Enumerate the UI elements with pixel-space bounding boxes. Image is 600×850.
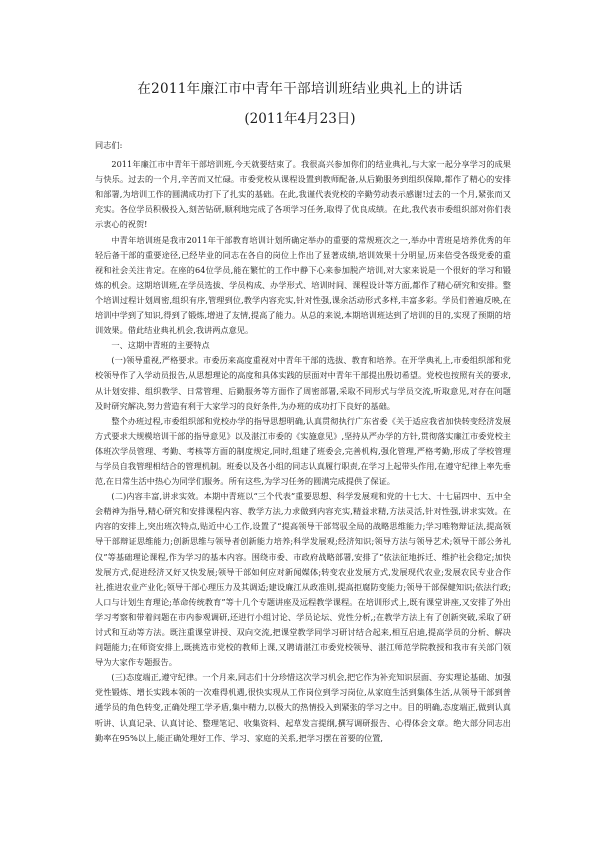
section-heading: 一、这期中青班的主要特点: [111, 340, 210, 351]
paragraph: 整个办班过程,市委组织部和党校办学的指导思想明确,认真贯彻执行广东省委《关于适应我省加快转变经济发展方式要求大规模培训干部的指导意见》以及湛江市委的《实施意见》,坚持从严办学的方针,贯彻落实廉江市委党校主体班次学员管理、考勤、考核等方面的制度规定,同时,组建了班委会,完善机构,强化管理,严格考勤,形成了学校管理与学员自我管理相结合的管理机制。班委以及各小组的同志认真履行职责,在学习上起带头作用,在遵守纪律上率先垂范,在日常生活中热心为同学们服务。所有这些,为学习任务的圆满完成提供了保证。: [95, 415, 511, 487]
paragraph: 2011年廉江市中青年干部培训班,今天就要结束了。我很高兴参加你们的结业典礼,与大家一起分享学习的成果与快乐。过去的一个月,辛苦而又忙碌。市委党校从课程设置到教师配备,从后勤服务到组织保障,都作了精心的安排和部署,为培训工作的圆满成功打下了扎实的基础。在此,我谨代表党校的辛勤劳动表示感谢!过去的一个月,紧张而又充实。各位学员积极投入,刻苦钻研,顺利地完成了各项学习任务,取得了优良成绩。在此,我代表市委组织部对你们表示衷心的祝贺!: [95, 159, 511, 230]
document-date: (2011年4月23日): [244, 111, 356, 127]
paragraph: (三)态度端正,遵守纪律。一个月来,同志们十分珍惜这次学习机会,把它作为补充知识层面、夯实理论基础、加强党性锻炼、增长实践本领的一次难得机遇,很快实现从工作岗位到学习岗位,从家庭生活到集体生活,从领导干部到普通学员的角色转变,正确处理工学矛盾,集中精力,以极大的热情投入到紧张的学习之中。目的明确,态度端正,做到认真听讲、认真记录、认真讨论、整理笔记、收集资料、起草发言提纲,撰写调研报告、心得体会文章。绝大部分同志出勤率在95%以上,能正确处理好工作、学习、家庭的关系,把学习摆在首要的位置,: [95, 672, 511, 743]
salutation: 同志们:: [95, 140, 123, 150]
paragraph: 中青年培训班是我市2011年干部教育培训计划所确定举办的重要的常规班次之一,举办中青班是培养优秀的年轻后备干部的重要途径,已经毕业的同志在各自的岗位上作出了显著成绩,培训效果十分明显,历来倍受各级党委的重视和社会关注肯定。在座的64位学员,能在繁忙的工作中静下心来参加脱产培训,对大家来说是一个很好的学习和锻炼的机会。这期培训班,在学员选拔、学员构成、办学形式、培训时间、课程设计等方面,都作了精心研究和安排。整个培训过程计划周密,组织有序,管理到位,教学内容充实,针对性强,课余活动形式多样,丰富多彩。学员们普遍反映,在培训中学到了知识,得到了锻炼,增进了友情,提高了能力。从总的来说,本期培训班达到了培训的目的,实现了预期的培训效果。借此结业典礼机会,我讲两点意见。: [95, 234, 511, 336]
paragraph: (一)领导重视,严格要求。市委历来高度重视对中青年干部的选拔、教育和培养。在开学典礼上,市委组织部和党校领导作了入学动员报告,从思想理论的高度和具体实践的层面对中青年干部提出殷切希望。党校也按照有关的要求,从计划安排、组织教学、日常管理、后勤服务等方面作了周密部署,采取不同形式与学员交流,听取意见,对存在问题及时研究解决,努力营造有利于大家学习的良好条件,为办班的成功打下良好的基础。: [95, 355, 511, 411]
paragraph: (二)内容丰富,讲求实效。本期中青班以“三个代表”重要思想、科学发展观和党的十七大、十七届四中、五中全会精神为指导,精心研究和安排课程内容、教学方法,力求做到内容充实,精益求精,方法灵活,针对性强,讲求实效。在内容的安排上,突出班次特点,贴近中心工作,设置了“提高领导干部驾驭全局的战略思维能力;学习唯物辩证法,提高领导干部辩证思维能力;创新思维与领导者创新能力培养;科学发展观;经济知识;领导方法与领导艺术;领导干部公务礼仪”等基础理论课程,作为学习的基本内容。围绕市委、市政府战略部署,安排了“依法征地拆迁、维护社会稳定;加快发展方式,促进经济又好又快发展;领导干部如何应对新闻媒体;转变农业发展方式,发展现代农业;发展农民专业合作社,推进农业产业化;领导干部心理压力及其调适;建设廉江从政准则,提高拒腐防变能力;领导干部保健知识;依法行政;人口与计划生育理论;革命传统教育”等十几个专题讲座及远程教学课程。在培训形式上,既有课堂讲座,又安排了外出学习考察和带着问题在市内参观调研,还进行小组讨论、学员论坛、党性分析,;在教学方法上有了创新突破,采取了研讨式和互动等方法。既注重课堂讲授、双向交流,把课堂教学同学习研讨结合起来,相互启迪,提高学员的分析、解决问题能力;在师资安排上,既挑选市党校的教师上课,又聘请湛江市委党校领导、湛江师范学院教授和我市有关部门领导为大家作专题报告。: [95, 491, 511, 668]
document-title: 在2011年廉江市中青年干部培训班结业典礼上的讲话: [137, 81, 463, 97]
document-body: [95, 138, 511, 746]
